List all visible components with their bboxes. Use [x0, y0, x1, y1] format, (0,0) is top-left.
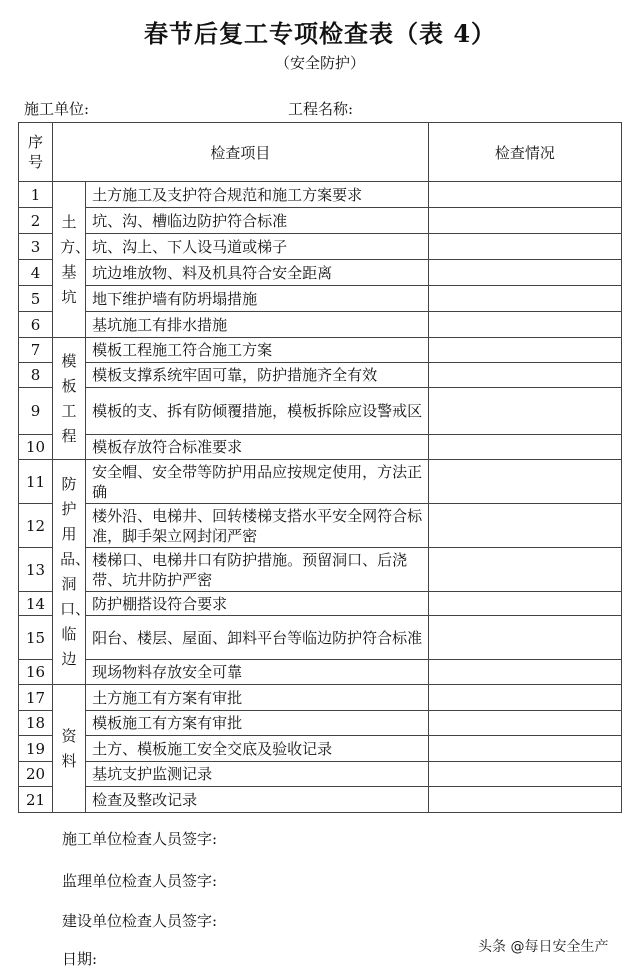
- table-row: [19, 548, 622, 592]
- result-cell[interactable]: [428, 762, 621, 787]
- owner-signature-label: 建设单位检查人员签字:: [62, 912, 218, 930]
- row-number: 18: [19, 711, 53, 736]
- column-header-result: 检查情况: [428, 123, 621, 182]
- row-number: 17: [19, 685, 53, 711]
- category-formwork: 模板工程: [53, 338, 86, 460]
- result-cell[interactable]: [428, 660, 621, 685]
- table-row: [19, 435, 622, 460]
- row-item: 阳台、楼层、屋面、卸料平台等临边防护符合标准: [86, 616, 429, 660]
- row-item: 基坑施工有排水措施: [86, 312, 429, 338]
- row-number: 13: [19, 548, 53, 592]
- row-item: 防护棚搭设符合要求: [86, 592, 429, 616]
- table-row: [19, 260, 622, 286]
- result-cell[interactable]: [428, 260, 621, 286]
- category-earthwork: 土方、基坑: [53, 182, 86, 338]
- row-item: 楼梯口、电梯井口有防护措施。预留洞口、后浇带、坑井防护严密: [86, 548, 429, 592]
- row-item: 模板支撑系统牢固可靠，防护措施齐全有效: [86, 363, 429, 388]
- contractor-signature-label: 施工单位检查人员签字:: [62, 830, 218, 848]
- row-number: 9: [19, 388, 53, 435]
- row-number: 12: [19, 504, 53, 548]
- column-header-item: 检查项目: [53, 123, 429, 182]
- result-cell[interactable]: [428, 548, 621, 592]
- table-row: [19, 504, 622, 548]
- table-row: [19, 234, 622, 260]
- row-item: 现场物料存放安全可靠: [86, 660, 429, 685]
- row-item: 模板存放符合标准要求: [86, 435, 429, 460]
- row-item: 楼外沿、电梯井、回转楼梯支搭水平安全网符合标准，脚手架立网封闭严密: [86, 504, 429, 548]
- row-number: 19: [19, 736, 53, 762]
- construction-unit-label: 施工单位:: [24, 100, 90, 118]
- table-row: [19, 363, 622, 388]
- table-row: [19, 338, 622, 363]
- result-cell[interactable]: [428, 388, 621, 435]
- category-records: 资料: [53, 685, 86, 813]
- result-cell[interactable]: [428, 616, 621, 660]
- table-row: [19, 762, 622, 787]
- table-row: [19, 460, 622, 504]
- row-number: 4: [19, 260, 53, 286]
- table-row: [19, 685, 622, 711]
- row-item: 土方、模板施工安全交底及验收记录: [86, 736, 429, 762]
- project-name-label: 工程名称:: [288, 100, 354, 118]
- column-header-no: 序号: [19, 123, 53, 182]
- result-cell[interactable]: [428, 338, 621, 363]
- supervisor-signature-label: 监理单位检查人员签字:: [62, 872, 218, 890]
- row-number: 16: [19, 660, 53, 685]
- row-item: 土方施工有方案有审批: [86, 685, 429, 711]
- source-label: 头条 @每日安全生产: [478, 939, 609, 955]
- result-cell[interactable]: [428, 234, 621, 260]
- page-subtitle: （安全防护）: [274, 54, 365, 72]
- row-item: 模板施工有方案有审批: [86, 711, 429, 736]
- row-item: 模板的支、拆有防倾覆措施，模板拆除应设警戒区: [86, 388, 429, 435]
- table-row: [19, 787, 622, 813]
- date-label: 日期:: [62, 950, 98, 968]
- row-number: 15: [19, 616, 53, 660]
- page-title: 春节后复工专项检查表（表 4）: [143, 19, 497, 48]
- row-number: 21: [19, 787, 53, 813]
- table-header-row: [19, 123, 622, 182]
- result-cell[interactable]: [428, 685, 621, 711]
- result-cell[interactable]: [428, 711, 621, 736]
- result-cell[interactable]: [428, 286, 621, 312]
- table-row: [19, 312, 622, 338]
- row-number: 7: [19, 338, 53, 363]
- table-row: [19, 616, 622, 660]
- result-cell[interactable]: [428, 182, 621, 208]
- row-number: 10: [19, 435, 53, 460]
- row-number: 1: [19, 182, 53, 208]
- row-number: 2: [19, 208, 53, 234]
- row-number: 8: [19, 363, 53, 388]
- result-cell[interactable]: [428, 504, 621, 548]
- row-number: 14: [19, 592, 53, 616]
- row-item: 安全帽、安全带等防护用品应按规定使用，方法正确: [86, 460, 429, 504]
- table-row: [19, 388, 622, 435]
- row-number: 20: [19, 762, 53, 787]
- row-number: 6: [19, 312, 53, 338]
- result-cell[interactable]: [428, 736, 621, 762]
- table-row: [19, 736, 622, 762]
- row-number: 11: [19, 460, 53, 504]
- table-row: [19, 286, 622, 312]
- table-row: [19, 711, 622, 736]
- row-item: 模板工程施工符合施工方案: [86, 338, 429, 363]
- result-cell[interactable]: [428, 363, 621, 388]
- row-number: 3: [19, 234, 53, 260]
- result-cell[interactable]: [428, 312, 621, 338]
- result-cell[interactable]: [428, 592, 621, 616]
- table-row: [19, 182, 622, 208]
- row-item: 坑边堆放物、料及机具符合安全距离: [86, 260, 429, 286]
- category-protection: 防护用品、洞口、临边: [53, 460, 86, 685]
- row-item: 坑、沟上、下人设马道或梯子: [86, 234, 429, 260]
- table-row: [19, 208, 622, 234]
- table-row: [19, 660, 622, 685]
- row-item: 土方施工及支护符合规范和施工方案要求: [86, 182, 429, 208]
- result-cell[interactable]: [428, 460, 621, 504]
- row-item: 坑、沟、槽临边防护符合标准: [86, 208, 429, 234]
- source-watermark: [478, 936, 608, 956]
- row-item: 检查及整改记录: [86, 787, 429, 813]
- result-cell[interactable]: [428, 208, 621, 234]
- row-item: 地下维护墙有防坍塌措施: [86, 286, 429, 312]
- row-item: 基坑支护监测记录: [86, 762, 429, 787]
- table-row: [19, 592, 622, 616]
- inspection-table: [18, 122, 622, 813]
- result-cell[interactable]: [428, 435, 621, 460]
- result-cell[interactable]: [428, 787, 621, 813]
- row-number: 5: [19, 286, 53, 312]
